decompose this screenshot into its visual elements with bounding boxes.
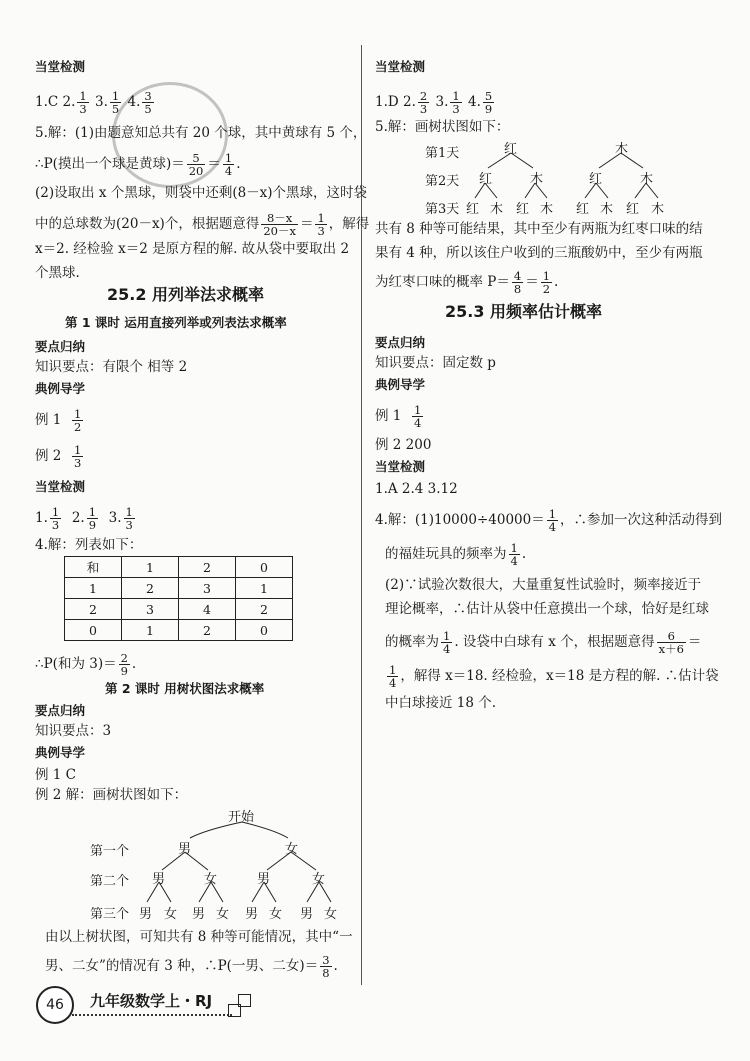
denominator: 3 [317, 224, 325, 238]
tree-node-papaya: 木 [490, 202, 504, 217]
conclusion-text: . [554, 274, 559, 290]
numerator: 1 [88, 505, 97, 519]
fraction [412, 404, 423, 429]
subheading: 当堂检测 [35, 479, 86, 494]
solution-line: (2)设取出 x 个黑球，则袋中还剩(8－x)个黑球，这时袋 [35, 185, 368, 201]
table-cell: 2 [179, 557, 236, 578]
solution-line: 5.解：(1)由题意知总共有 20 个球，其中黄球有 5 个， [35, 125, 367, 141]
answer-text: 1.D 2. [375, 94, 416, 110]
fraction [541, 270, 552, 295]
solution-line: x＝2. 经检验 x＝2 是原方程的解. 故从袋中要取出 2 [35, 241, 350, 257]
tree-node-female: 女 [312, 872, 326, 887]
tree-node-male: 男 [192, 907, 206, 922]
page-number-badge: 46 [36, 986, 74, 1024]
denominator: 2 [73, 420, 82, 434]
denominator: 9 [484, 102, 493, 116]
fraction [509, 542, 520, 567]
denominator: 4 [413, 416, 422, 430]
tree-level-label: 第一个 [90, 844, 130, 859]
numerator: 1 [317, 211, 325, 225]
solution-text: ＝ [207, 156, 221, 172]
tree-lines [35, 0, 360, 1000]
conclusion-line: 果有 4 种，所以该住户收到的三瓶酸奶中，至少有两瓶 [375, 245, 703, 261]
table-cell: 2 [236, 599, 293, 620]
tree-node-female: 女 [324, 907, 338, 922]
denominator: 8 [513, 282, 522, 296]
tree-node-male: 男 [300, 907, 314, 922]
tree-node-red-date: 红 [516, 202, 530, 217]
answer-text: 1. [35, 510, 48, 526]
tree-node-female: 女 [204, 872, 218, 887]
solution-text: ＝ [299, 216, 314, 232]
solution-line: 中白球接近 18 个. [385, 695, 497, 711]
tree-root: 开始 [228, 810, 255, 825]
denominator: x＋6 [658, 642, 684, 656]
answer-text: 2. [71, 510, 85, 526]
fraction [657, 630, 686, 655]
tree-level-label: 第1天 [425, 146, 460, 161]
key-points: 知识要点：有限个 相等 2 [35, 359, 188, 375]
solution-line [385, 664, 719, 689]
tree-node-papaya: 木 [640, 172, 654, 187]
table-cell: 1 [122, 620, 179, 641]
denominator: 20－x [263, 224, 296, 238]
tree-node-red-date: 红 [589, 172, 603, 187]
solution-text: . 设袋中白球有 x 个，根据题意得 [454, 634, 655, 650]
numerator: 1 [389, 663, 397, 677]
denominator: 8 [322, 966, 330, 980]
table-cell: 3 [179, 578, 236, 599]
table-cell: 0 [65, 620, 122, 641]
solution-line [385, 630, 701, 655]
numerator: 8－x [266, 211, 293, 225]
tree-level-label: 第三个 [90, 907, 130, 922]
conclusion-line: 由以上树状图，可知共有 8 种等可能情况，其中“一 [45, 929, 353, 945]
table-cell: 0 [236, 557, 293, 578]
tree-node-male: 男 [139, 907, 153, 922]
conclusion-line [375, 270, 558, 295]
numerator: 1 [224, 151, 233, 165]
footer-dotted-line [72, 1014, 232, 1016]
numerator: 1 [79, 89, 87, 103]
conclusion-line [45, 954, 338, 979]
solution-text: 的概率为 [385, 634, 439, 650]
section-heading: 当堂检测 [375, 59, 426, 74]
numerator: 5 [484, 89, 493, 103]
answer-text: 3. [95, 94, 108, 110]
numerator: 2 [419, 89, 428, 103]
denominator: 5 [111, 102, 120, 116]
key-points: 知识要点：3 [35, 723, 112, 739]
tree-level-label: 第3天 [425, 202, 460, 217]
numerator: 1 [125, 505, 133, 519]
denominator: 3 [51, 518, 60, 532]
lesson-title: 第 2 课时 用树状图法求概率 [105, 681, 265, 696]
denominator: 3 [419, 102, 428, 116]
table-cell: 2 [179, 620, 236, 641]
result-text: ∴P(和为 3)＝ [35, 656, 117, 672]
fraction [512, 270, 523, 295]
solution-line [385, 542, 526, 567]
subheading: 典例导学 [35, 381, 86, 396]
solution-text: 4.解：(1)10000÷40000＝ [375, 512, 545, 528]
subheading: 要点归纳 [375, 335, 426, 350]
example-line: 例 1 C [35, 767, 77, 783]
denominator: 4 [224, 164, 233, 178]
example-line: 例 2 解：画树状图如下： [35, 787, 188, 803]
book-title: 九年级数学上・RJ [90, 992, 213, 1010]
table-cell: 3 [122, 599, 179, 620]
denominator: 3 [79, 102, 87, 116]
subheading: 典例导学 [375, 377, 426, 392]
numerator: 6 [667, 629, 675, 643]
tree-node-male: 男 [245, 907, 259, 922]
fraction [387, 664, 398, 689]
tree-node-red-date: 红 [504, 142, 518, 157]
tree-node-red-date: 红 [626, 202, 640, 217]
tree-node-papaya: 木 [540, 202, 554, 217]
tree-node-female: 女 [216, 907, 230, 922]
tree-node-papaya: 木 [615, 142, 629, 157]
numerator: 1 [73, 443, 82, 457]
solution-text: ＝ [687, 634, 702, 650]
tree-node-female: 女 [285, 842, 299, 857]
tree-node-papaya: 木 [600, 202, 614, 217]
numerator: 1 [111, 89, 120, 103]
section-heading: 当堂检测 [35, 59, 86, 74]
solution-text: 的福娃玩具的频率为 [385, 546, 507, 562]
denominator: 4 [510, 554, 518, 568]
conclusion-text: 男、二女”的情况有 3 种，∴P(一男、二女)＝ [45, 958, 319, 974]
denominator: 4 [548, 520, 557, 534]
denominator: 3 [452, 102, 460, 116]
example-label: 例 2 [35, 448, 62, 464]
numerator: 1 [542, 269, 551, 283]
fraction [441, 630, 452, 655]
solution-line: 5.解：画树状图如下： [375, 119, 510, 135]
tree-level-label: 第2天 [425, 174, 460, 189]
answer-text: 4. [468, 94, 481, 110]
numerator: 1 [510, 541, 518, 555]
conclusion-text: 为红枣口味的概率 P＝ [375, 274, 510, 290]
solution-line: 理论概率，∴估计从袋中任意摸出一个球，恰好是红球 [385, 601, 709, 617]
example-label: 例 1 [35, 412, 62, 428]
tree-level-label: 第二个 [90, 874, 130, 889]
numerator: 2 [120, 651, 128, 665]
solution-text: 中的总球数为(20－x)个，根据题意得 [35, 216, 260, 232]
solution-line: 个黑球. [35, 265, 80, 281]
table-cell: 4 [179, 599, 236, 620]
tree-node-male: 男 [257, 872, 271, 887]
denominator: 9 [88, 518, 97, 532]
numerator: 1 [73, 407, 82, 421]
denominator: 3 [73, 456, 82, 470]
example-label: 例 1 [375, 408, 402, 424]
denominator: 4 [389, 676, 397, 690]
example-line: 例 2 200 [375, 437, 432, 453]
tree-node-female: 女 [269, 907, 283, 922]
tree-node-papaya: 木 [530, 172, 544, 187]
numerator: 1 [548, 507, 557, 521]
solution-text: ，∴参加一次这种活动得到 [560, 512, 723, 528]
subheading: 当堂检测 [375, 459, 426, 474]
table-cell: 1 [122, 557, 179, 578]
answer-text: 1.C 2. [35, 94, 76, 110]
subheading: 典例导学 [35, 745, 86, 760]
solution-text: ，解得 [328, 216, 370, 232]
footer-square-icon [238, 994, 251, 1007]
tree-node-female: 女 [164, 907, 178, 922]
table-cell: 和 [65, 557, 122, 578]
denominator: 3 [125, 518, 133, 532]
subheading: 要点归纳 [35, 339, 86, 354]
numerator: 3 [322, 953, 330, 967]
answer-text: 4. [127, 94, 141, 110]
answer-text: 3. [108, 510, 122, 526]
answer-text: 3. [435, 94, 449, 110]
numerator: 1 [452, 89, 460, 103]
solution-text: . [521, 546, 527, 562]
denominator: 9 [120, 664, 128, 678]
solution-line: 4.解：列表如下： [35, 537, 143, 553]
denominator: 5 [144, 102, 152, 116]
numerator: 1 [443, 629, 451, 643]
denominator: 2 [542, 282, 551, 296]
section-title: 25.2 用列举法求概率 [107, 285, 265, 304]
denominator: 4 [443, 642, 451, 656]
table-cell: 2 [65, 599, 122, 620]
table-cell: 0 [236, 620, 293, 641]
table-cell: 1 [236, 578, 293, 599]
solution-text: ，解得 x＝18. 经检验，x＝18 是方程的解. ∴估计袋 [400, 668, 719, 684]
numerator: 4 [513, 269, 522, 283]
conclusion-text: ＝ [525, 274, 539, 290]
fraction [320, 954, 331, 979]
lesson-title: 第 1 课时 运用直接列举或列表法求概率 [65, 315, 287, 330]
tree-node-red-date: 红 [479, 172, 493, 187]
table-cell: 2 [122, 578, 179, 599]
key-points: 知识要点：固定数 p [375, 355, 496, 371]
tree-node-male: 男 [152, 872, 166, 887]
tree-node-male: 男 [178, 842, 192, 857]
denominator: 20 [188, 164, 204, 178]
solution-text: ∴P(摸出一个球是黄球)＝ [35, 156, 185, 172]
numerator: 3 [144, 89, 152, 103]
subheading: 要点归纳 [35, 703, 86, 718]
fraction [547, 508, 558, 533]
solution-line [375, 508, 722, 533]
conclusion-line: 共有 8 种等可能结果，其中至少有两瓶为红枣口味的结 [375, 221, 703, 237]
numerator: 1 [413, 403, 422, 417]
solution-text: . [236, 156, 241, 172]
example-line [375, 404, 425, 429]
numerator: 5 [192, 151, 200, 165]
section-title: 25.3 用频率估计概率 [445, 302, 603, 321]
table-cell: 1 [65, 578, 122, 599]
result-text: . [131, 656, 137, 672]
solution-line: (2)∵试验次数很大，大量重复性试验时，频率接近于 [385, 577, 702, 593]
numerator: 1 [51, 505, 60, 519]
conclusion-text: . [333, 958, 338, 974]
tree-node-red-date: 红 [466, 202, 480, 217]
tree-node-papaya: 木 [651, 202, 665, 217]
answer-line: 1.A 2.4 3.12 [375, 481, 458, 497]
tree-node-red-date: 红 [576, 202, 590, 217]
